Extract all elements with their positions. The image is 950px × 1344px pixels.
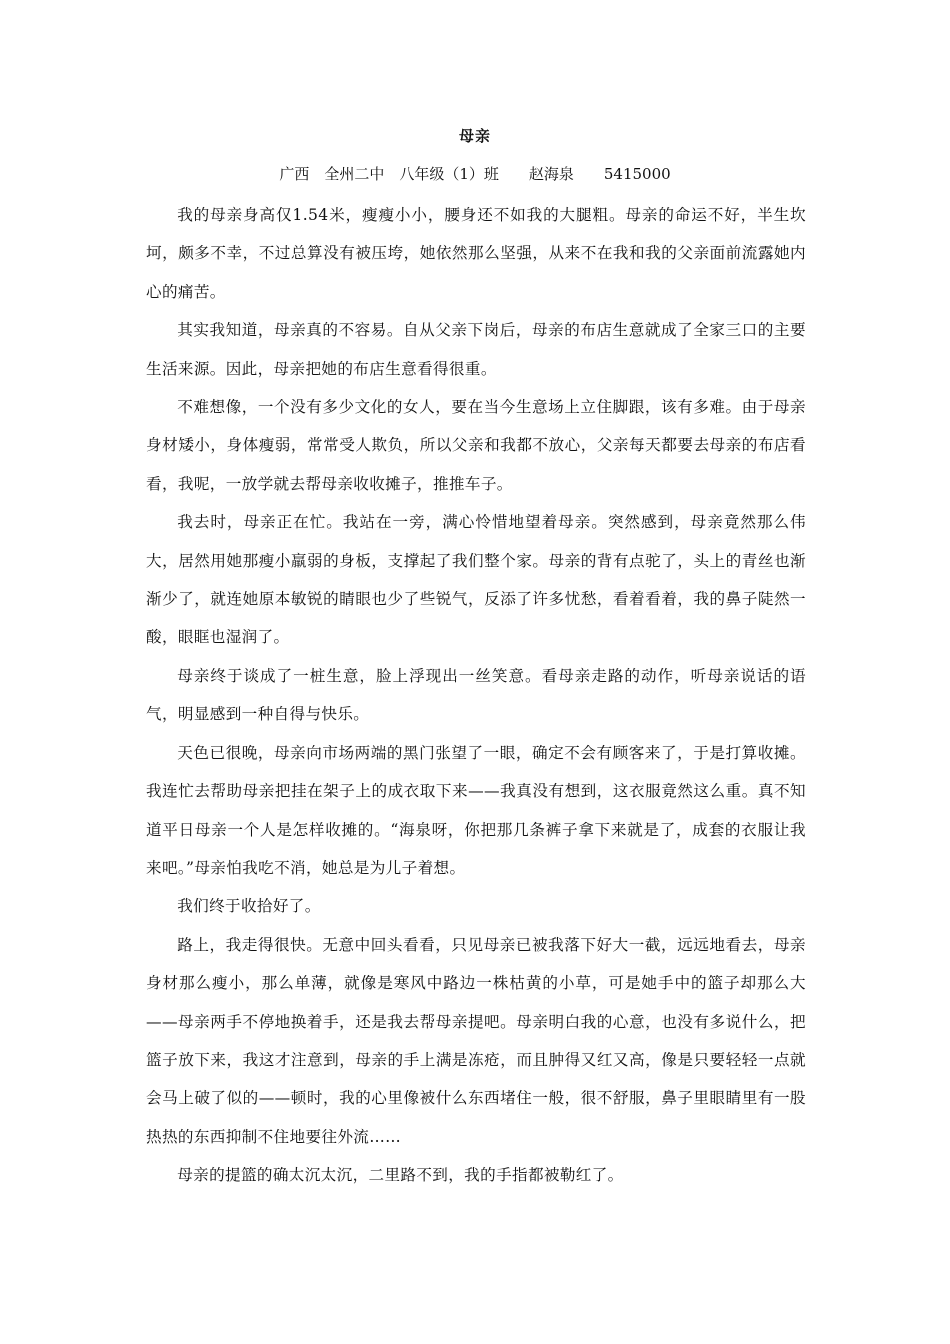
paragraph: 路上，我走得很快。无意中回头看看，只见母亲已被我落下好大一截，远远地看去，母亲身材那么瘦小，那么单薄，就像是寒风中路边一株枯黄的小草，可是她手中的篮子却那么大——母亲两手不停地换着手，还是我去帮母亲提吧。母亲明白我的心意，也没有多说什么，把篮子放下来，我这才注意到，母亲的手上满是冻疮，而且肿得又红又高，像是只要轻轻一点就会马上破了似的——顿时，我的心里像被什么东西堵住一般，很不舒服，鼻子里眼睛里有一股热热的东西抑制不住地要往外流……	[146, 935, 806, 1146]
author-byline: 广西 全州二中 八年级（1）班 赵海泉 5415000	[279, 165, 671, 183]
paragraph: 我的母亲身高仅1.54米，瘦瘦小小，腰身还不如我的大腿粗。母亲的命运不好，半生坎坷，颇多不幸，不过总算没有被压垮，她依然那么坚强，从来不在我和我的父亲面前流露她内心的痛苦。	[146, 206, 806, 301]
article-body	[146, 196, 806, 1195]
paragraph: 母亲的提篮的确太沉太沉，二里路不到，我的手指都被勒红了。	[177, 1166, 624, 1185]
document-title: 母亲	[458, 127, 491, 145]
paragraph: 不难想像，一个没有多少文化的女人，要在当今生意场上立住脚跟，该有多难。由于母亲身材矮小，身体瘦弱，常常受人欺负，所以父亲和我都不放心，父亲每天都要去母亲的布店看看，我呢，一放学就去帮母亲收收摊子，推推车子。	[146, 398, 806, 493]
paragraph: 母亲终于谈成了一桩生意，脸上浮现出一丝笑意。看母亲走路的动作，听母亲说话的语气，明显感到一种自得与快乐。	[146, 666, 806, 724]
paragraph: 天色已很晚，母亲向市场两端的黑门张望了一眼，确定不会有顾客来了，于是打算收摊。我连忙去帮助母亲把挂在架子上的成衣取下来——我真没有想到，这衣服竟然这么重。真不知道平日母亲一个人是怎样收摊的。“海泉呀，你把那几条裤子拿下来就是了，成套的衣服让我来吧。”母亲怕我吃不消，她总是为儿子着想。	[146, 743, 806, 877]
paragraph: 其实我知道，母亲真的不容易。自从父亲下岗后，母亲的布店生意就成了全家三口的主要生活来源。因此，母亲把她的布店生意看得很重。	[146, 321, 806, 378]
paragraph: 我去时，母亲正在忙。我站在一旁，满心怜惜地望着母亲。突然感到，母亲竟然那么伟大，居然用她那瘦小羸弱的身板，支撑起了我们整个家。母亲的背有点驼了，头上的青丝也渐渐少了，就连她原本敏锐的睛眼也少了些锐气，反添了许多忧愁，看着看着，我的鼻子陡然一酸，眼眶也湿润了。	[146, 513, 806, 647]
paragraph: 我们终于收拾好了。	[177, 897, 321, 916]
